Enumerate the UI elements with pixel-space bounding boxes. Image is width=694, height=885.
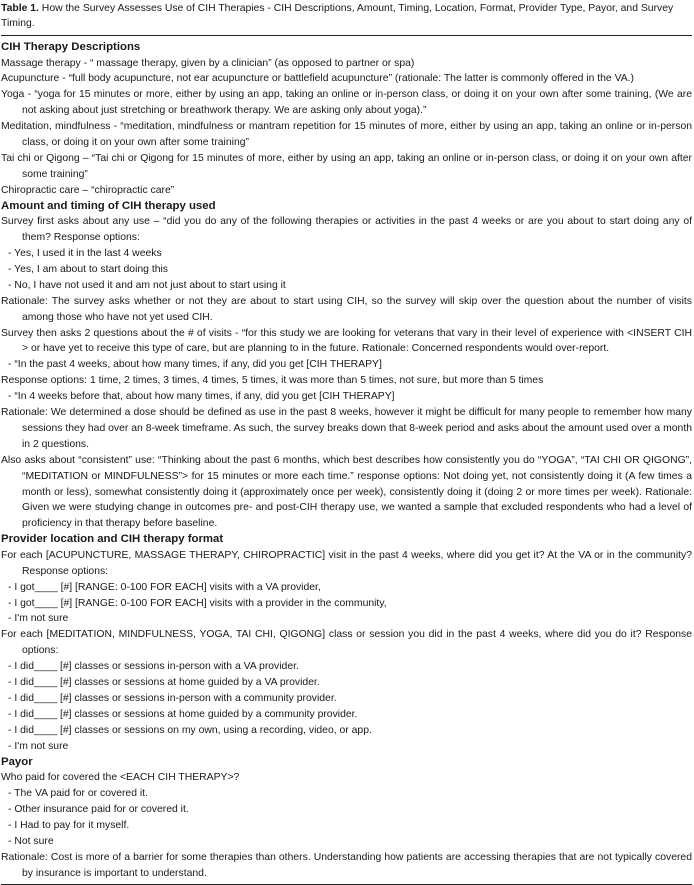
payor-rationale: Rationale: Cost is more of a barrier for some therapies than others. Understanding how patients are accessing therapies that are not typically covered by insurance is important to understand. bbox=[1, 851, 692, 879]
amount-any-use: Survey first asks about any use – “did you do any of the following therapies or activities in the past 4 weeks or are you about to start doing any of them? Response options: bbox=[1, 216, 692, 244]
amount-option: - Yes, I am about to start doing this bbox=[8, 263, 168, 275]
amount-visits-past-4-weeks: - “In the past 4 weeks, about how many times, if any, did you get [CIH THERAPY] bbox=[8, 359, 382, 371]
amount-visits-question: Survey then asks 2 questions about the # of visits - “for this study we are looking for veterans that vary in their level of experience with <INSERT CIH > or have yet to receive this type of care, but are planning to in the future. Rationale: Concerned respondents would over-report. bbox=[1, 327, 692, 355]
table-body bbox=[1, 36, 692, 881]
section-heading-descriptions: CIH Therapy Descriptions bbox=[1, 41, 141, 53]
provider-visit-option: - I got____ [#] [RANGE: 0-100 FOR EACH] visits with a provider in the community, bbox=[8, 597, 387, 609]
provider-visit-option: - I got____ [#] [RANGE: 0-100 FOR EACH] visits with a VA provider, bbox=[8, 581, 321, 593]
provider-class-question: For each [MEDITATION, MINDFULNESS, YOGA, TAI CHI, QIGONG] class or session you did in the past 4 weeks, where did you do it? Response options: bbox=[1, 629, 692, 657]
section-heading-provider: Provider location and CIH therapy format bbox=[1, 533, 224, 546]
description-acupuncture: Acupuncture - “full body acupuncture, not ear acupuncture or battlefield acupuncture” (rationale: The latter is commonly offered in the VA.) bbox=[1, 73, 635, 85]
amount-rationale-dose: Rationale: We determined a dose should be defined as use in the past 8 weeks, however it might be difficult for many people to remember how many sessions they had over an 8-week timeframe. As such, the survey breaks down that 8-week period and asks about the amount used over a month in 2 questions. bbox=[1, 407, 692, 450]
section-heading-amount: Amount and timing of CIH therapy used bbox=[1, 199, 216, 212]
amount-option: - Yes, I used it in the last 4 weeks bbox=[8, 247, 162, 259]
payor-question: Who paid for covered the <EACH CIH THERAPY>? bbox=[1, 772, 240, 784]
provider-class-option: - I'm not sure bbox=[8, 740, 69, 752]
description-yoga: Yoga - “yoga for 15 minutes or more, either by using an app, taking an online or in-person class, or doing it on your own after some training, (We are not asking about just stretching or breathwork therapy. We are asking only about yoga).” bbox=[1, 89, 692, 117]
description-massage: Massage therapy - “ massage therapy, given by a clinician” (as opposed to partner or spa) bbox=[1, 57, 415, 69]
payor-option: - Other insurance paid for or covered it. bbox=[8, 803, 189, 815]
provider-class-option: - I did____ [#] classes or sessions on my own, using a recording, video, or app. bbox=[8, 724, 372, 736]
provider-visit-option: - I'm not sure bbox=[8, 613, 69, 625]
payor-option: - Not sure bbox=[8, 835, 54, 847]
provider-visit-question: For each [ACUPUNCTURE, MASSAGE THERAPY, CHIROPRACTIC] visit in the past 4 weeks, where did you get it? At the VA or in the community? Response options: bbox=[1, 549, 692, 577]
amount-option: - No, I have not used it and am not just about to start using it bbox=[8, 279, 286, 291]
payor-option: - I Had to pay for it myself. bbox=[8, 819, 130, 831]
description-tai-chi: Tai chi or Qigong – “Tai chi or Qigong for 15 minutes of more, either by using an app, taking an online or in-person class, or doing it on your own after some training” bbox=[1, 152, 692, 180]
table-caption bbox=[1, 1, 692, 31]
amount-rationale-skip: Rationale: The survey asks whether or not they are about to start using CIH, so the survey will skip over the question about the number of visits among those who have not yet used CIH. bbox=[1, 295, 692, 323]
provider-class-option: - I did____ [#] classes or sessions in-person with a VA provider. bbox=[8, 661, 299, 673]
provider-class-option: - I did____ [#] classes or sessions at home guided by a community provider. bbox=[8, 708, 358, 720]
section-heading-payor: Payor bbox=[1, 755, 33, 768]
provider-class-option: - I did____ [#] classes or sessions in-person with a community provider. bbox=[8, 692, 337, 704]
table-label: Table 1. bbox=[1, 3, 39, 14]
payor-option: - The VA paid for or covered it. bbox=[8, 787, 148, 799]
table-caption-text: How the Survey Assesses Use of CIH Therapies - CIH Descriptions, Amount, Timing, Location, Format, Provider Type, Payor, and Survey Timing. bbox=[1, 3, 674, 29]
description-chiropractic: Chiropractic care – “chiropractic care” bbox=[1, 184, 175, 196]
description-meditation: Meditation, mindfulness - “meditation, mindfulness or mantram repetition for 15 minutes of more, either by using an app, taking an online or in-person class, or doing it on your own after some training” bbox=[1, 121, 692, 149]
provider-class-option: - I did____ [#] classes or sessions at home guided by a VA provider. bbox=[8, 677, 320, 689]
amount-consistent-use: Also asks about “consistent” use: “Thinking about the past 6 months, which best describes how consistently you do “YOGA”, “TAI CHI OR QIGONG”, “MEDITATION or MINDFULNESS”> for 15 minutes or more each time.” response options: Not doing yet, not consistently doing it (A few times a month or less), somewhat consistently doing it (approximately once per week), consistently doing it (doing 2 or more times per week). Rationale: Given we were studying change in outcomes pre- and post-CIH therapy use, we wanted a sample that excluded respondents who had a level of proficiency in that therapy before baseline. bbox=[1, 454, 692, 530]
amount-visits-prior-4-weeks: - “In 4 weeks before that, about how many times, if any, did you get [CIH THERAPY] bbox=[8, 391, 395, 403]
amount-response-options: Response options: 1 time, 2 times, 3 times, 4 times, 5 times, it was more than 5 times, not sure, but more than 5 times bbox=[1, 375, 544, 387]
